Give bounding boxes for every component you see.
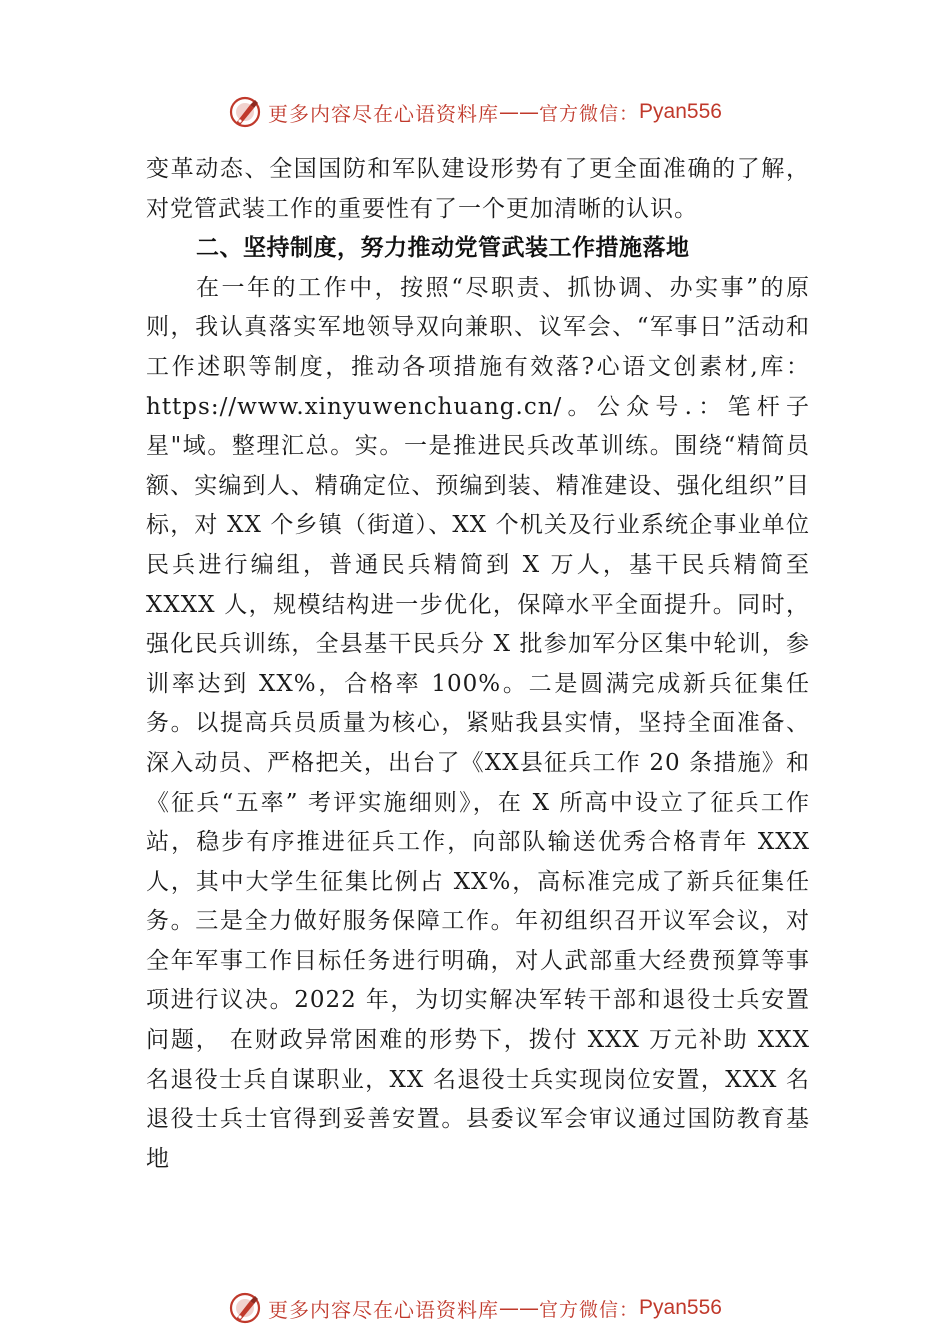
continuation-paragraph: 变革动态、全国国防和军队建设形势有了更全面准确的了解，对党管武装工作的重要性有了一个更加清晰的认识。: [146, 156, 810, 222]
watermark-dash: ——: [499, 1296, 540, 1320]
document-body: [146, 150, 810, 1179]
watermark-wechat-label: 官方微信：: [539, 1298, 640, 1321]
watermark-site-text: 更多内容尽在心语资料库: [268, 101, 500, 126]
header-watermark: [0, 92, 950, 132]
pen-nib-logo-icon: [228, 95, 262, 129]
body-paragraph: 在一年的工作中，按照“尽职责、抓协调、办实事”的原则，我认真落实军地领导双向兼职、议军会、“军事日”活动和工作述职等制度，推动各项措施有效落?心语文创素材,库：https://www.xinyuwenchuang.cn/。公众号.：笔杆子星"域。整理汇总。实。一是推进民兵改革训练。围绕“精简员额、实编到人、精确定位、预编到装、精准建设、强化组织”目标，对 XX 个乡镇（街道）、XX 个机关及行业系统企事业单位民兵进行编组，普通民兵精简到 X 万人，基干民兵精简至 XXXX 人，规模结构进一步优化，保障水平全面提升。同时，强化民兵训练，全县基干民兵分 X 批参加军分区集中轮训，参训率达到 XX%，合格率 100%。二是圆满完成新兵征集任务。以提高兵员质量为核心，紧贴我县实情，坚持全面准备、深入动员、严格把关，出台了《XX县征兵工作 20 条措施》和《征兵“五率” 考评实施细则》，在 X 所高中设立了征兵工作站，稳步有序推进征兵工作，向部队输送优秀合格青年 XXX 人，其中大学生征集比例占 XX%，高标准完成了新兵征集任务。三是全力做好服务保障工作。年初组织召开议军会议，对全年军事工作目标任务进行明确，对人武部重大经费预算等事项进行议决。2022 年，为切实解决军转干部和退役士兵安置问题， 在财政异常困难的形势下，拨付 XXX 万元补助 XXX 名退役士兵自谋职业，XX 名退役士兵实现岗位安置，XXX 名退役士兵士官得到妥善安置。县委议军会审议通过国防教育基地: [146, 274, 810, 1172]
watermark-dash: ——: [499, 100, 540, 124]
watermark-wechat-id: Pyan556: [639, 100, 722, 123]
section-heading: 二、坚持制度，努力推动党管武装工作措施落地: [196, 235, 690, 262]
watermark-wechat-id: Pyan556: [639, 1296, 722, 1319]
footer-watermark: [0, 1288, 950, 1328]
pen-nib-logo-icon: [228, 1291, 262, 1325]
watermark-wechat-label: 官方微信：: [539, 102, 640, 125]
watermark-site-text: 更多内容尽在心语资料库: [268, 1297, 500, 1322]
